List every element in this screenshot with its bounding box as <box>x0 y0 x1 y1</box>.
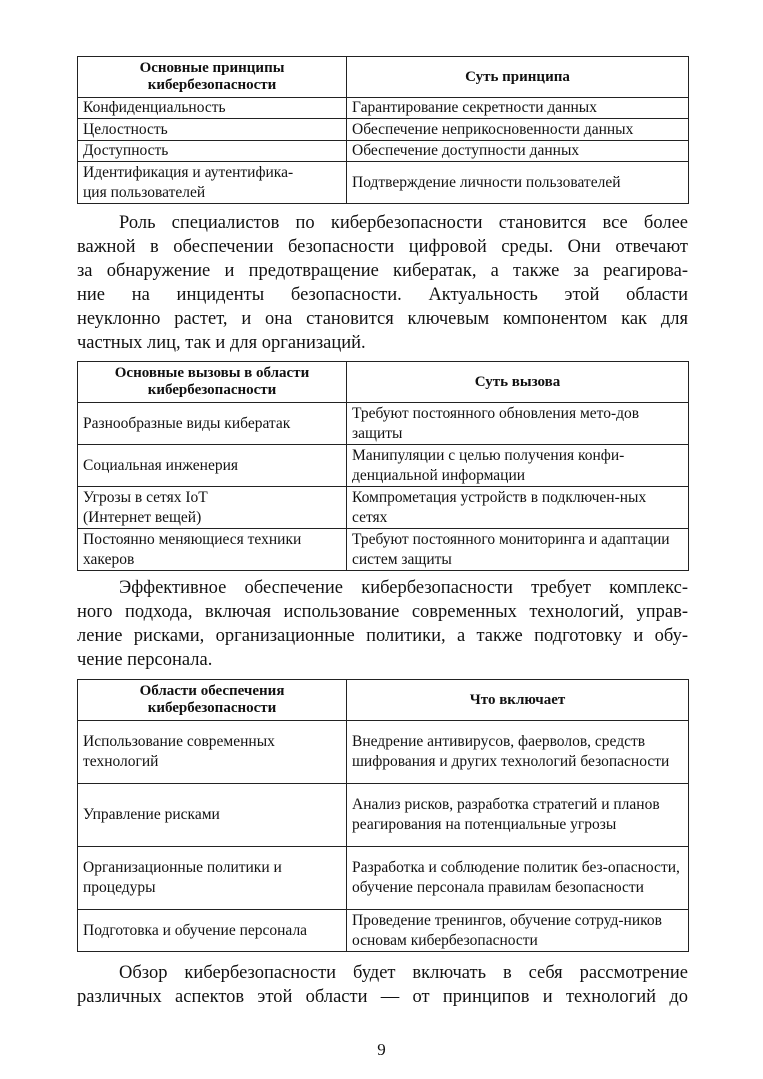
table-row <box>78 162 689 204</box>
table-cell: Требуют постоянного мониторинга и адаптации систем защиты <box>347 529 689 571</box>
table-cell: Требуют постоянного обновления мето-дов защиты <box>347 403 689 445</box>
table-cell: Целостность <box>78 119 347 141</box>
paragraph-line: неуклонно растет, и она становится ключевым компонентом как для <box>77 309 688 329</box>
table-row <box>78 445 689 487</box>
table-row <box>78 721 689 784</box>
table-cell: Внедрение антивирусов, фаерволов, средств шифрования и других технологий безопасности <box>347 721 689 784</box>
body-paragraph <box>77 961 688 1009</box>
table-cell: Доступность <box>78 141 347 162</box>
table-cell: Проведение тренингов, обучение сотруд-ников основам кибербезопасности <box>347 910 689 952</box>
table-cell: Использование современных технологий <box>78 721 347 784</box>
table-cell: Разработка и соблюдение политик без-опасности, обучение персонала правилам безопасности <box>347 847 689 910</box>
paragraph-line: различных аспектов этой области — от принципов и технологий до <box>77 987 688 1007</box>
paragraph-line: важной в обеспечении безопасности цифровой среды. Они отвечают <box>77 237 688 257</box>
challenges-table <box>77 361 689 571</box>
column-header: Основные принципы кибербезопасности <box>78 57 347 98</box>
paragraph-line: Роль специалистов по кибербезопасности становится все более <box>119 213 688 233</box>
table-cell: Конфиденциальность <box>78 98 347 119</box>
paragraph-line: ление рисками, организационные политики, а также подготовку и обу- <box>77 626 688 646</box>
table-row <box>78 119 689 141</box>
column-header: Суть вызова <box>347 362 689 403</box>
body-paragraph <box>77 576 688 672</box>
table-cell: Компрометация устройств в подключен-ных сетях <box>347 487 689 529</box>
table-row <box>78 403 689 445</box>
table-header-row <box>78 680 689 721</box>
table-cell: Гарантирование секретности данных <box>347 98 689 119</box>
table-header-row <box>78 362 689 403</box>
table-cell: Подготовка и обучение персонала <box>78 910 347 952</box>
paragraph-line: Эффективное обеспечение кибербезопасности требует комплекс- <box>119 578 688 598</box>
table-cell: Подтверждение личности пользователей <box>347 162 689 204</box>
principles-table <box>77 56 689 204</box>
page-number: 9 <box>377 1040 386 1059</box>
column-header: Основные вызовы в области кибербезопасности <box>78 362 347 403</box>
areas-table <box>77 679 689 952</box>
table-row <box>78 487 689 529</box>
column-header: Что включает <box>347 680 689 721</box>
paragraph-line: ного подхода, включая использование современных технологий, управ- <box>77 602 688 622</box>
paragraph-line: за обнаружение и предотвращение кибератак, а также за реагирова- <box>77 261 688 281</box>
paragraph-line: Обзор кибербезопасности будет включать в себя рассмотрение <box>119 963 688 983</box>
table-cell: Идентификация и аутентифика-ция пользователей <box>78 162 347 204</box>
table-cell: Организационные политики и процедуры <box>78 847 347 910</box>
table-cell: Обеспечение доступности данных <box>347 141 689 162</box>
column-header: Области обеспечения кибербезопасности <box>78 680 347 721</box>
paragraph-line: ние на инциденты безопасности. Актуальность этой области <box>77 285 688 305</box>
table-cell: Анализ рисков, разработка стратегий и планов реагирования на потенциальные угрозы <box>347 784 689 847</box>
table-cell: Угрозы в сетях IoT (Интернет вещей) <box>78 487 347 529</box>
table-cell: Разнообразные виды кибератак <box>78 403 347 445</box>
table-cell: Манипуляции с целью получения конфи-денциальной информации <box>347 445 689 487</box>
table-row <box>78 98 689 119</box>
column-header: Суть принципа <box>347 57 689 98</box>
table-cell: Управление рисками <box>78 784 347 847</box>
table-cell: Обеспечение неприкосновенности данных <box>347 119 689 141</box>
table-row <box>78 141 689 162</box>
table-cell: Социальная инженерия <box>78 445 347 487</box>
table-row <box>78 529 689 571</box>
table-header-row <box>78 57 689 98</box>
paragraph-line: чение персонала. <box>77 650 213 670</box>
table-cell: Постоянно меняющиеся техники хакеров <box>78 529 347 571</box>
paragraph-line: частных лиц, так и для организаций. <box>77 333 366 353</box>
table-row <box>78 784 689 847</box>
body-paragraph <box>77 211 688 355</box>
table-row <box>78 847 689 910</box>
table-row <box>78 910 689 952</box>
